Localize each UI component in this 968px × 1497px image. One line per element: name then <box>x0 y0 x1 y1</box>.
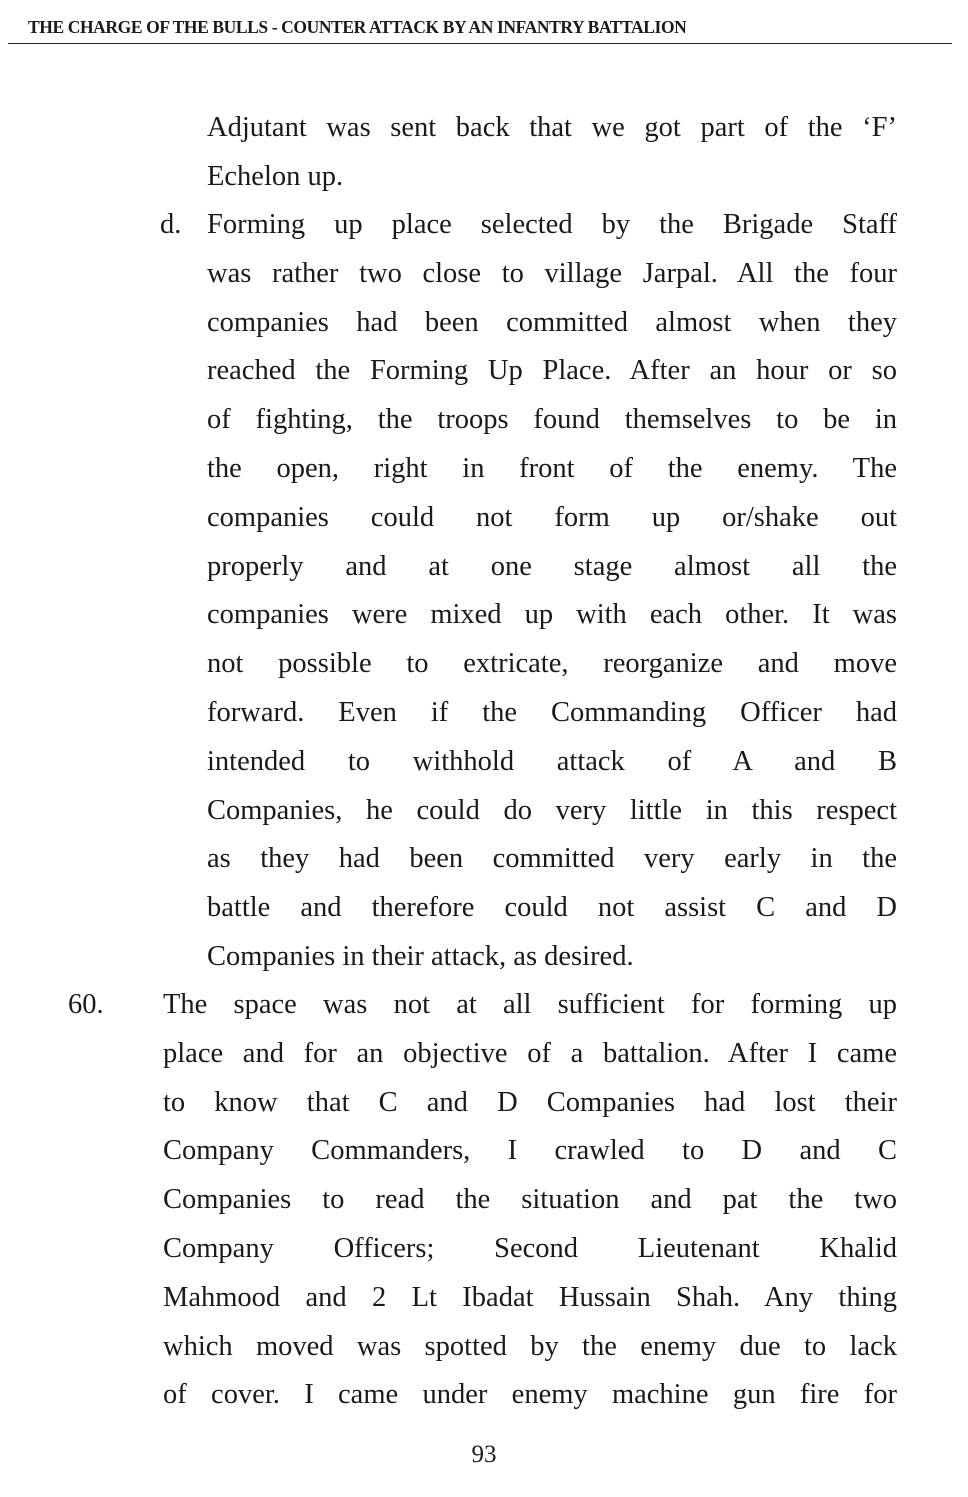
list-item-d <box>207 201 897 982</box>
text-line: Mahmood and 2 Lt Ibadat Hussain Shah. Any thing <box>163 1281 897 1313</box>
text-line: forward. Even if the Commanding Officer had <box>207 696 897 728</box>
text-line: Company Commanders, I crawled to D and C <box>163 1135 897 1167</box>
text-line: Companies in their attack, as desired. <box>207 940 634 972</box>
text-line: companies had been committed almost when they <box>207 306 897 338</box>
text-line: of fighting, the troops found themselves to be in <box>207 404 897 436</box>
text-line: Forming up place selected by the Brigade Staff <box>207 209 897 240</box>
list-marker-d: d. <box>160 209 182 240</box>
paragraph-60 <box>163 981 897 1420</box>
continued-paragraph <box>207 104 897 202</box>
text-line: intended to withhold attack of A and B <box>207 745 897 777</box>
text-line: companies were mixed up with each other. It was <box>207 599 897 631</box>
text-line: The space was not at all sufficient for forming up <box>163 989 897 1020</box>
text-line: Adjutant was sent back that we got part of the ‘F’ <box>207 112 897 143</box>
text-line: Company Officers; Second Lieutenant Khalid <box>163 1232 897 1264</box>
text-line: companies could not form up or/shake out <box>207 501 897 533</box>
text-line: which moved was spotted by the enemy due to lack <box>163 1330 897 1362</box>
text-line: properly and at one stage almost all the <box>207 550 897 582</box>
text-line: Companies to read the situation and pat the two <box>163 1184 897 1216</box>
text-line: of cover. I came under enemy machine gun fire for <box>163 1379 897 1411</box>
text-line: the open, right in front of the enemy. The <box>207 452 897 484</box>
page-number: 93 <box>471 1441 497 1468</box>
running-header: THE CHARGE OF THE BULLS - COUNTER ATTACK BY AN INFANTRY BATTALION <box>28 17 687 37</box>
text-line: not possible to extricate, reorganize and move <box>207 648 897 680</box>
text-line: Companies, he could do very little in this respect <box>207 794 897 826</box>
header-rule <box>8 43 952 44</box>
text-line: to know that C and D Companies had lost their <box>163 1086 897 1118</box>
text-line: place and for an objective of a battalion. After I came <box>163 1037 897 1069</box>
text-line: was rather two close to village Jarpal. All the four <box>207 257 897 289</box>
text-line: reached the Forming Up Place. After an hour or so <box>207 355 897 387</box>
paragraph-number-60: 60. <box>68 989 104 1020</box>
text-line: Echelon up. <box>207 160 344 192</box>
text-line: battle and therefore could not assist C and D <box>207 892 897 924</box>
text-line: as they had been committed very early in the <box>207 843 897 875</box>
